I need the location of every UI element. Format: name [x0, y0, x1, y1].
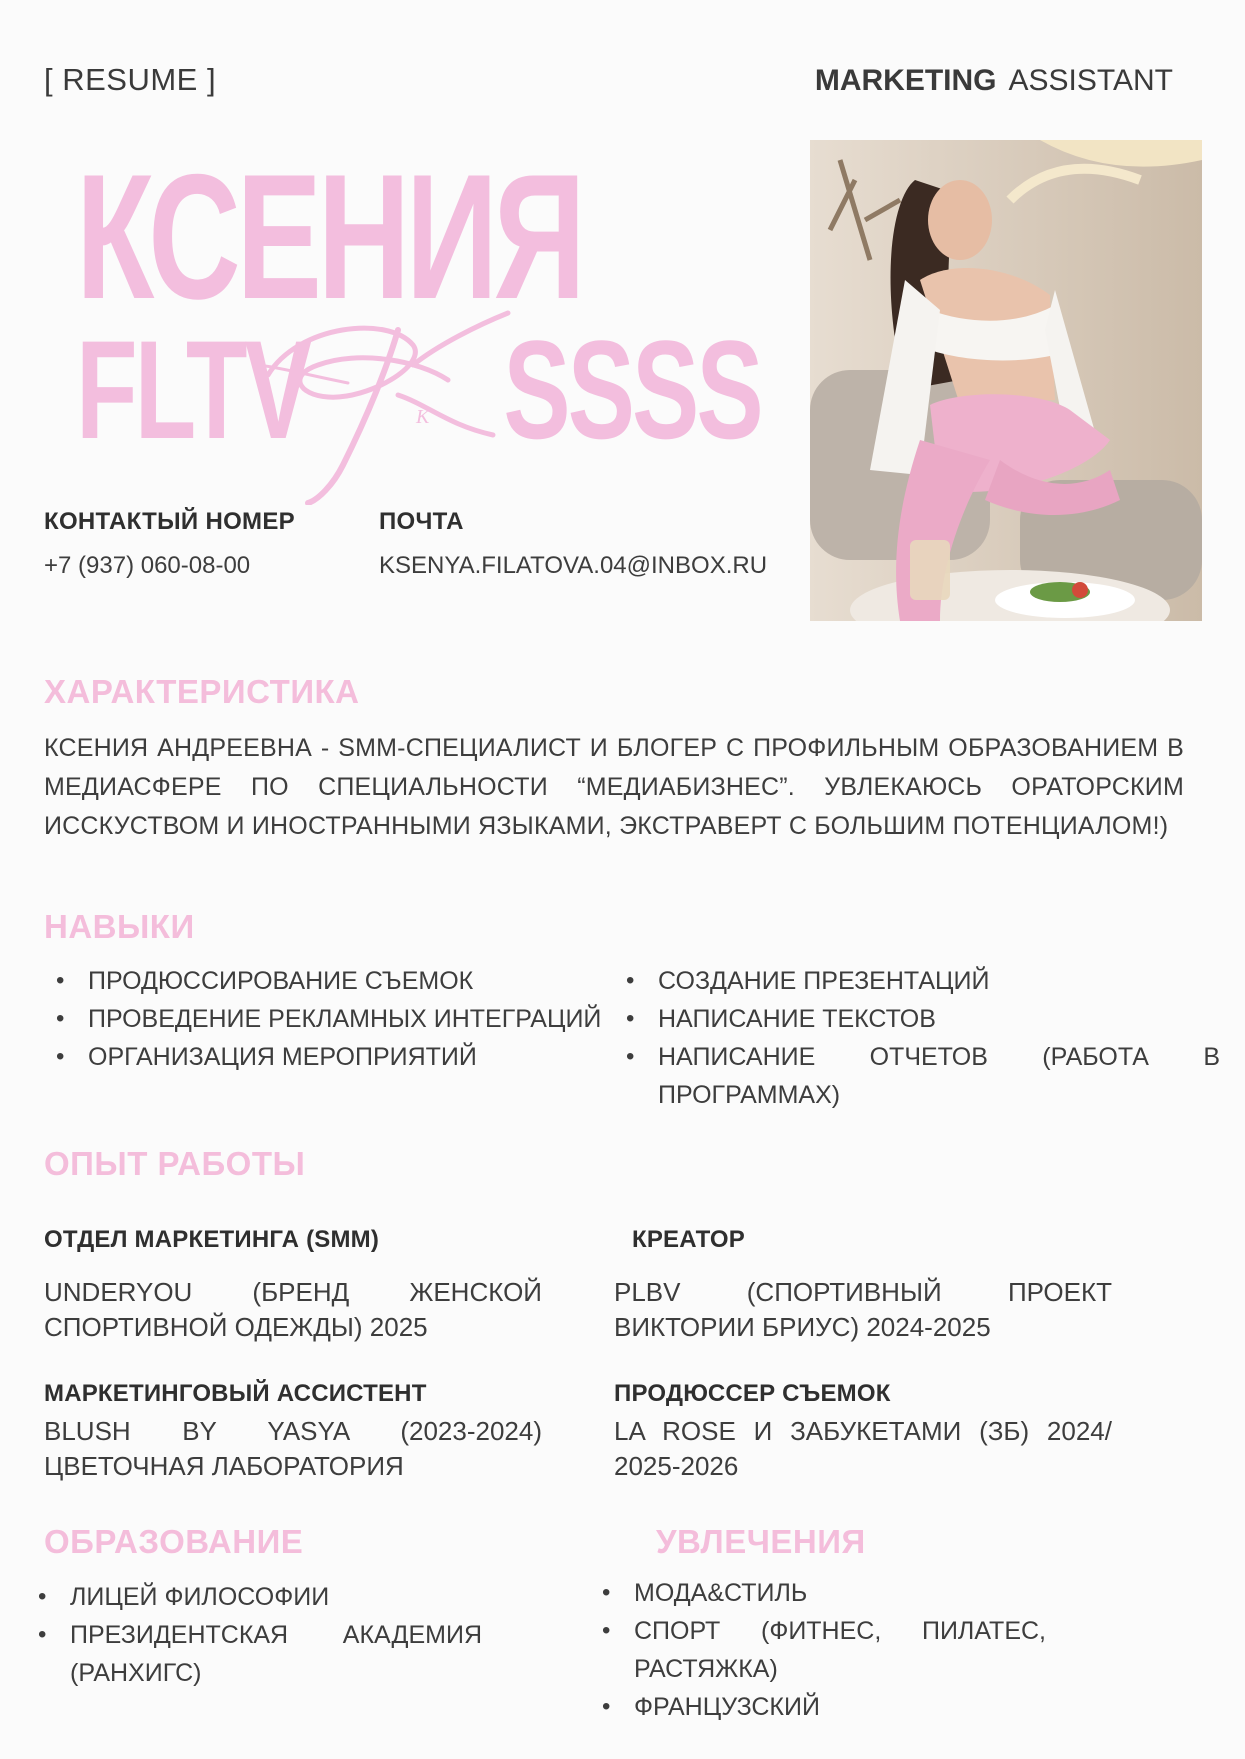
job-description: UNDERYOU (БРЕНД ЖЕНСКОЙ СПОРТИВНОЙ ОДЕЖДЫ) 2025: [44, 1277, 542, 1342]
profile-title: ХАРАКТЕРИСТИКА: [44, 673, 360, 710]
hobbies-list: [590, 1574, 1046, 1726]
email-value[interactable]: KSENYA.FILATOVA.04@INBOX.RU: [379, 552, 768, 579]
job-description: BLUSH BY YASYA (2023-2024) ЦВЕТОЧНАЯ ЛАБОРАТОРИЯ: [44, 1416, 542, 1481]
list-item: • ПРОДЮССИРОВАНИЕ СЪЕМОК: [44, 962, 609, 1000]
k-monogram-logo: [248, 305, 578, 505]
job-description: PLBV (СПОРТИВНЫЙ ПРОЕКТ ВИКТОРИИ БРИУС) 2024-2025: [614, 1277, 1112, 1342]
list-item: • НАПИСАНИЕ ОТЧЕТОВ (РАБОТА В ПРОГРАММАХ): [614, 1038, 1220, 1114]
list-item: • ЛИЦЕЙ ФИЛОСОФИИ: [26, 1578, 482, 1616]
list-item: • СПОРТ (ФИТНЕС, ПИЛАТЕС, РАСТЯЖКА): [590, 1612, 1046, 1688]
skills-title: НАВЫКИ: [44, 908, 195, 945]
name-last-left: FLTV: [76, 311, 309, 468]
profile-text: КСЕНИЯ АНДРЕЕВНА - SMM-СПЕЦИАЛИСТ И БЛОГЕР С ПРОФИЛЬНЫМ ОБРАЗОВАНИЕМ В МЕДИАСФЕРЕ ПО СПЕЦИАЛЬНОСТИ “МЕДИАБИЗНЕС”. УВЛЕКАЮСЬ ОРАТОРСКИМ ИССКУСТВОМ И ИНОСТРАННЫМИ ЯЗЫКАМИ, ЭКСТРАВЕРТ С БОЛЬШИМ ПОТЕНЦИАЛОМ!): [44, 734, 1184, 840]
list-item: • НАПИСАНИЕ ТЕКСТОВ: [614, 1000, 1220, 1038]
job-title-bold: MARKETING: [814, 64, 997, 97]
name-first: КСЕНИЯ: [76, 137, 582, 336]
list-item: • СОЗДАНИЕ ПРЕЗЕНТАЦИЙ: [614, 962, 1220, 1000]
phone-label: КОНТАКТЫЙ НОМЕР: [44, 508, 295, 535]
list-item: • ФРАНЦУЗСКИЙ: [590, 1688, 1046, 1726]
job-title-regular: ASSISTANT: [1008, 64, 1173, 97]
job-role: КРЕАТОР: [632, 1226, 745, 1253]
list-item: • МОДА&СТИЛЬ: [590, 1574, 1046, 1612]
resume-tag: [ RESUME ]: [44, 62, 217, 97]
hobbies-title: УВЛЕЧЕНИЯ: [656, 1523, 866, 1560]
experience-title: ОПЫТ РАБОТЫ: [44, 1145, 306, 1182]
list-item: • ОРГАНИЗАЦИЯ МЕРОПРИЯТИЙ: [44, 1038, 609, 1076]
name-last-right: SSSS: [503, 311, 761, 468]
job-role: ОТДЕЛ МАРКЕТИНГА (SMM): [44, 1226, 380, 1253]
education-title: ОБРАЗОВАНИЕ: [44, 1523, 304, 1560]
skills-left-list: [44, 962, 609, 1076]
skills-right-list: [614, 962, 1220, 1114]
profile-photo: [810, 140, 1202, 621]
phone-value: +7 (937) 060-08-00: [44, 552, 251, 579]
list-item: • ПРЕЗИДЕНТСКАЯ АКАДЕМИЯ (РАНХИГС): [26, 1616, 482, 1692]
job-role: МАРКЕТИНГОВЫЙ АССИСТЕНТ: [44, 1380, 427, 1407]
svg-text:K: K: [416, 406, 430, 428]
job-title: [815, 64, 1173, 98]
job-role: ПРОДЮССЕР СЪЕМОК: [614, 1380, 891, 1407]
job-description: LA ROSE И ЗАБУКЕТАМИ (ЗБ) 2024/ 2025-2026: [614, 1416, 1112, 1481]
email-label: ПОЧТА: [379, 508, 464, 535]
list-item: • ПРОВЕДЕНИЕ РЕКЛАМНЫХ ИНТЕГРАЦИЙ: [44, 1000, 609, 1038]
education-list: [26, 1578, 482, 1692]
